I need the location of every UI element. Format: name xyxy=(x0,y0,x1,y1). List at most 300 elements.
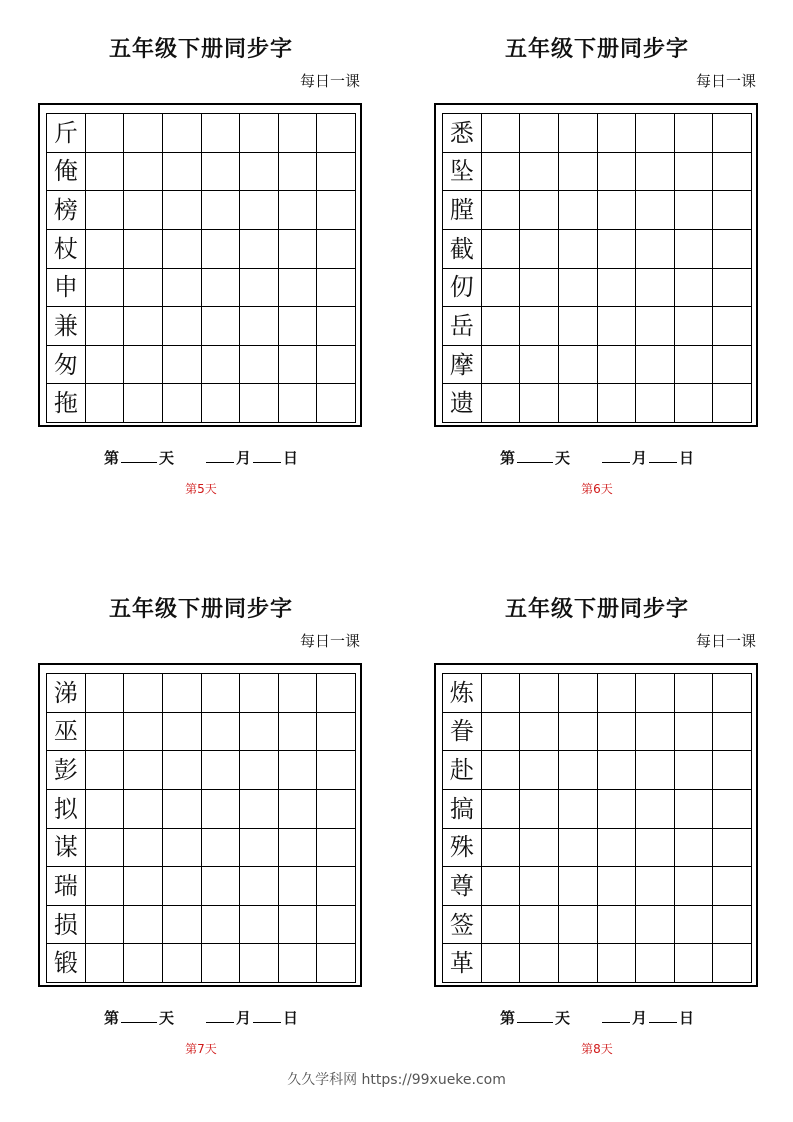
writing-box[interactable] xyxy=(163,944,202,983)
writing-box[interactable] xyxy=(598,153,637,192)
writing-box[interactable] xyxy=(317,829,356,868)
writing-box[interactable] xyxy=(279,906,318,945)
writing-box[interactable] xyxy=(240,153,279,192)
writing-box[interactable] xyxy=(636,307,675,346)
writing-box[interactable] xyxy=(713,153,752,192)
writing-box[interactable] xyxy=(559,944,598,983)
date-day-label: 天 xyxy=(554,1009,570,1027)
writing-box[interactable] xyxy=(202,346,241,385)
writing-box[interactable] xyxy=(482,674,521,713)
writing-box[interactable] xyxy=(713,191,752,230)
writing-box[interactable] xyxy=(482,346,521,385)
writing-box[interactable] xyxy=(482,867,521,906)
writing-box[interactable] xyxy=(675,307,714,346)
writing-box[interactable] xyxy=(317,906,356,945)
writing-box[interactable] xyxy=(279,751,318,790)
date-date-label: 日 xyxy=(283,449,299,467)
writing-box[interactable] xyxy=(482,153,521,192)
writing-box[interactable] xyxy=(279,307,318,346)
date-month-label: 月 xyxy=(632,449,648,467)
writing-box[interactable] xyxy=(163,230,202,269)
writing-box[interactable] xyxy=(713,346,752,385)
date-blank[interactable] xyxy=(649,1008,677,1023)
writing-box[interactable] xyxy=(713,867,752,906)
writing-box[interactable] xyxy=(713,230,752,269)
sheet-title: 五年级下册同步字 xyxy=(504,596,689,622)
writing-box[interactable] xyxy=(86,790,125,829)
model-character: 殊 xyxy=(443,829,482,868)
writing-box[interactable] xyxy=(240,829,279,868)
practice-grid xyxy=(46,113,356,423)
writing-box[interactable] xyxy=(482,307,521,346)
writing-box[interactable] xyxy=(279,384,318,423)
writing-box[interactable] xyxy=(279,867,318,906)
writing-box[interactable] xyxy=(86,674,125,713)
writing-box[interactable] xyxy=(124,269,163,308)
writing-box[interactable] xyxy=(240,674,279,713)
writing-box[interactable] xyxy=(675,713,714,752)
writing-box[interactable] xyxy=(675,751,714,790)
writing-box[interactable] xyxy=(520,346,559,385)
day-number-blank[interactable] xyxy=(121,448,157,463)
date-month-label: 月 xyxy=(236,449,252,467)
writing-box[interactable] xyxy=(559,269,598,308)
writing-box[interactable] xyxy=(279,829,318,868)
model-character: 搞 xyxy=(443,790,482,829)
sheet-subtitle: 每日一课 xyxy=(299,632,360,650)
writing-box[interactable] xyxy=(202,191,241,230)
writing-box[interactable] xyxy=(559,790,598,829)
writing-box[interactable] xyxy=(279,269,318,308)
writing-box[interactable] xyxy=(240,346,279,385)
writing-box[interactable] xyxy=(520,790,559,829)
writing-box[interactable] xyxy=(482,829,521,868)
date-day-label: 天 xyxy=(158,449,174,467)
model-character: 截 xyxy=(443,230,482,269)
writing-box[interactable] xyxy=(279,790,318,829)
writing-box[interactable] xyxy=(520,713,559,752)
writing-box[interactable] xyxy=(86,829,125,868)
writing-box[interactable] xyxy=(482,230,521,269)
writing-box[interactable] xyxy=(163,153,202,192)
writing-box[interactable] xyxy=(86,307,125,346)
writing-box[interactable] xyxy=(202,674,241,713)
writing-box[interactable] xyxy=(559,346,598,385)
writing-box[interactable] xyxy=(636,944,675,983)
grid-frame xyxy=(38,663,362,987)
writing-box[interactable] xyxy=(86,153,125,192)
model-character: 谋 xyxy=(47,829,86,868)
writing-box[interactable] xyxy=(163,906,202,945)
writing-box[interactable] xyxy=(559,114,598,153)
model-character: 拖 xyxy=(47,384,86,423)
writing-box[interactable] xyxy=(124,829,163,868)
sheet-title: 五年级下册同步字 xyxy=(108,596,293,622)
model-character: 巫 xyxy=(47,713,86,752)
writing-box[interactable] xyxy=(675,384,714,423)
writing-box[interactable] xyxy=(86,191,125,230)
writing-box[interactable] xyxy=(559,191,598,230)
writing-box[interactable] xyxy=(202,906,241,945)
writing-box[interactable] xyxy=(163,269,202,308)
writing-box[interactable] xyxy=(559,153,598,192)
writing-box[interactable] xyxy=(713,790,752,829)
writing-box[interactable] xyxy=(202,153,241,192)
writing-box[interactable] xyxy=(240,867,279,906)
writing-box[interactable] xyxy=(202,269,241,308)
day-tag: 第7天 xyxy=(185,1042,217,1056)
writing-box[interactable] xyxy=(240,307,279,346)
writing-box[interactable] xyxy=(675,269,714,308)
writing-box[interactable] xyxy=(675,114,714,153)
writing-box[interactable] xyxy=(202,751,241,790)
writing-box[interactable] xyxy=(559,713,598,752)
sheet-subtitle: 每日一课 xyxy=(695,632,756,650)
practice-grid xyxy=(442,673,752,983)
writing-box[interactable] xyxy=(279,230,318,269)
writing-box[interactable] xyxy=(675,191,714,230)
writing-box[interactable] xyxy=(598,346,637,385)
writing-box[interactable] xyxy=(559,829,598,868)
writing-box[interactable] xyxy=(240,944,279,983)
model-character: 锻 xyxy=(47,944,86,983)
writing-box[interactable] xyxy=(636,713,675,752)
model-character: 遗 xyxy=(443,384,482,423)
sheet-subtitle: 每日一课 xyxy=(695,72,756,90)
writing-box[interactable] xyxy=(520,153,559,192)
writing-box[interactable] xyxy=(202,944,241,983)
writing-box[interactable] xyxy=(124,307,163,346)
writing-box[interactable] xyxy=(482,713,521,752)
writing-box[interactable] xyxy=(163,751,202,790)
writing-box[interactable] xyxy=(598,751,637,790)
writing-box[interactable] xyxy=(86,751,125,790)
writing-box[interactable] xyxy=(86,867,125,906)
writing-box[interactable] xyxy=(240,114,279,153)
writing-box[interactable] xyxy=(713,829,752,868)
writing-box[interactable] xyxy=(202,307,241,346)
model-character: 坠 xyxy=(443,153,482,192)
writing-box[interactable] xyxy=(124,713,163,752)
writing-box[interactable] xyxy=(559,906,598,945)
date-line xyxy=(432,448,762,468)
writing-box[interactable] xyxy=(713,269,752,308)
writing-box[interactable] xyxy=(124,191,163,230)
writing-box[interactable] xyxy=(636,384,675,423)
writing-box[interactable] xyxy=(675,674,714,713)
practice-grid xyxy=(442,113,752,423)
writing-box[interactable] xyxy=(317,674,356,713)
writing-box[interactable] xyxy=(124,346,163,385)
date-blank[interactable] xyxy=(253,448,281,463)
writing-box[interactable] xyxy=(482,114,521,153)
date-line xyxy=(432,1008,762,1028)
writing-box[interactable] xyxy=(636,153,675,192)
day-tag: 第5天 xyxy=(185,482,217,496)
writing-box[interactable] xyxy=(636,114,675,153)
writing-box[interactable] xyxy=(636,674,675,713)
date-prefix: 第 xyxy=(499,1009,515,1027)
model-character: 眷 xyxy=(443,713,482,752)
date-month-label: 月 xyxy=(632,1009,648,1027)
writing-box[interactable] xyxy=(559,384,598,423)
writing-box[interactable] xyxy=(202,829,241,868)
writing-box[interactable] xyxy=(240,751,279,790)
writing-box[interactable] xyxy=(713,114,752,153)
writing-box[interactable] xyxy=(240,906,279,945)
month-blank[interactable] xyxy=(206,448,234,463)
writing-box[interactable] xyxy=(163,674,202,713)
date-date-label: 日 xyxy=(283,1009,299,1027)
writing-box[interactable] xyxy=(279,346,318,385)
writing-box[interactable] xyxy=(240,269,279,308)
writing-box[interactable] xyxy=(317,790,356,829)
writing-box[interactable] xyxy=(713,384,752,423)
writing-box[interactable] xyxy=(675,944,714,983)
day-number-blank[interactable] xyxy=(517,1008,553,1023)
writing-box[interactable] xyxy=(163,829,202,868)
writing-box[interactable] xyxy=(163,713,202,752)
day-number-blank[interactable] xyxy=(121,1008,157,1023)
writing-box[interactable] xyxy=(636,906,675,945)
writing-box[interactable] xyxy=(520,944,559,983)
writing-box[interactable] xyxy=(202,384,241,423)
writing-box[interactable] xyxy=(202,867,241,906)
writing-box[interactable] xyxy=(675,346,714,385)
writing-box[interactable] xyxy=(86,713,125,752)
grid-frame xyxy=(434,103,758,427)
model-character: 斤 xyxy=(47,114,86,153)
writing-box[interactable] xyxy=(317,346,356,385)
writing-box[interactable] xyxy=(86,384,125,423)
writing-box[interactable] xyxy=(124,674,163,713)
writing-box[interactable] xyxy=(86,269,125,308)
writing-box[interactable] xyxy=(598,674,637,713)
writing-box[interactable] xyxy=(598,829,637,868)
writing-box[interactable] xyxy=(598,269,637,308)
writing-box[interactable] xyxy=(202,114,241,153)
writing-box[interactable] xyxy=(279,114,318,153)
date-day-label: 天 xyxy=(554,449,570,467)
writing-box[interactable] xyxy=(124,867,163,906)
writing-box[interactable] xyxy=(202,230,241,269)
writing-box[interactable] xyxy=(598,790,637,829)
writing-box[interactable] xyxy=(163,346,202,385)
date-date-label: 日 xyxy=(679,449,695,467)
writing-box[interactable] xyxy=(279,191,318,230)
writing-box[interactable] xyxy=(636,230,675,269)
model-character: 榜 xyxy=(47,191,86,230)
model-character: 兼 xyxy=(47,307,86,346)
model-character: 签 xyxy=(443,906,482,945)
model-character: 悉 xyxy=(443,114,482,153)
writing-box[interactable] xyxy=(240,191,279,230)
writing-box[interactable] xyxy=(636,269,675,308)
model-character: 岳 xyxy=(443,307,482,346)
writing-box[interactable] xyxy=(482,384,521,423)
writing-box[interactable] xyxy=(520,867,559,906)
model-character: 革 xyxy=(443,944,482,983)
writing-box[interactable] xyxy=(279,944,318,983)
sheet-subtitle: 每日一课 xyxy=(299,72,360,90)
date-blank[interactable] xyxy=(649,448,677,463)
writing-box[interactable] xyxy=(317,269,356,308)
writing-box[interactable] xyxy=(559,751,598,790)
writing-box[interactable] xyxy=(598,230,637,269)
writing-box[interactable] xyxy=(675,829,714,868)
writing-box[interactable] xyxy=(520,384,559,423)
writing-box[interactable] xyxy=(636,751,675,790)
writing-box[interactable] xyxy=(86,230,125,269)
writing-box[interactable] xyxy=(317,384,356,423)
writing-box[interactable] xyxy=(124,751,163,790)
writing-box[interactable] xyxy=(598,307,637,346)
writing-box[interactable] xyxy=(202,790,241,829)
writing-box[interactable] xyxy=(163,790,202,829)
writing-box[interactable] xyxy=(675,906,714,945)
day-tag: 第6天 xyxy=(581,482,613,496)
writing-box[interactable] xyxy=(675,153,714,192)
writing-box[interactable] xyxy=(124,906,163,945)
writing-box[interactable] xyxy=(163,307,202,346)
writing-box[interactable] xyxy=(520,829,559,868)
writing-box[interactable] xyxy=(559,307,598,346)
model-character: 涕 xyxy=(47,674,86,713)
writing-box[interactable] xyxy=(598,906,637,945)
writing-box[interactable] xyxy=(520,307,559,346)
date-line xyxy=(36,448,366,468)
writing-box[interactable] xyxy=(520,191,559,230)
model-character: 拟 xyxy=(47,790,86,829)
writing-box[interactable] xyxy=(240,713,279,752)
writing-box[interactable] xyxy=(317,230,356,269)
writing-box[interactable] xyxy=(202,713,241,752)
writing-box[interactable] xyxy=(317,114,356,153)
writing-box[interactable] xyxy=(598,191,637,230)
practice-grid xyxy=(46,673,356,983)
date-month-label: 月 xyxy=(236,1009,252,1027)
writing-box[interactable] xyxy=(520,114,559,153)
writing-box[interactable] xyxy=(279,674,318,713)
writing-box[interactable] xyxy=(559,867,598,906)
writing-box[interactable] xyxy=(163,114,202,153)
day-number-blank[interactable] xyxy=(517,448,553,463)
writing-box[interactable] xyxy=(636,790,675,829)
writing-box[interactable] xyxy=(482,751,521,790)
writing-box[interactable] xyxy=(124,384,163,423)
writing-box[interactable] xyxy=(317,307,356,346)
writing-box[interactable] xyxy=(482,906,521,945)
model-character: 尊 xyxy=(443,867,482,906)
writing-box[interactable] xyxy=(713,906,752,945)
writing-box[interactable] xyxy=(598,944,637,983)
writing-box[interactable] xyxy=(317,191,356,230)
writing-box[interactable] xyxy=(675,230,714,269)
writing-box[interactable] xyxy=(520,230,559,269)
model-character: 炼 xyxy=(443,674,482,713)
date-day-label: 天 xyxy=(158,1009,174,1027)
writing-box[interactable] xyxy=(482,269,521,308)
writing-box[interactable] xyxy=(636,191,675,230)
writing-box[interactable] xyxy=(482,944,521,983)
writing-box[interactable] xyxy=(279,713,318,752)
writing-box[interactable] xyxy=(240,384,279,423)
model-character: 膛 xyxy=(443,191,482,230)
writing-box[interactable] xyxy=(317,153,356,192)
writing-box[interactable] xyxy=(86,906,125,945)
writing-box[interactable] xyxy=(713,751,752,790)
writing-box[interactable] xyxy=(124,944,163,983)
writing-box[interactable] xyxy=(240,230,279,269)
writing-box[interactable] xyxy=(163,191,202,230)
writing-box[interactable] xyxy=(317,751,356,790)
sheet-title: 五年级下册同步字 xyxy=(504,36,689,62)
writing-box[interactable] xyxy=(713,944,752,983)
writing-box[interactable] xyxy=(317,944,356,983)
model-character: 杖 xyxy=(47,230,86,269)
writing-box[interactable] xyxy=(86,346,125,385)
model-character: 俺 xyxy=(47,153,86,192)
writing-box[interactable] xyxy=(482,790,521,829)
writing-box[interactable] xyxy=(636,346,675,385)
writing-box[interactable] xyxy=(675,867,714,906)
writing-box[interactable] xyxy=(163,384,202,423)
date-blank[interactable] xyxy=(253,1008,281,1023)
date-prefix: 第 xyxy=(103,1009,119,1027)
writing-box[interactable] xyxy=(124,114,163,153)
model-character: 摩 xyxy=(443,346,482,385)
month-blank[interactable] xyxy=(602,448,630,463)
writing-box[interactable] xyxy=(240,790,279,829)
writing-box[interactable] xyxy=(598,384,637,423)
writing-box[interactable] xyxy=(124,790,163,829)
model-character: 仞 xyxy=(443,269,482,308)
writing-box[interactable] xyxy=(86,114,125,153)
writing-box[interactable] xyxy=(520,674,559,713)
writing-box[interactable] xyxy=(636,867,675,906)
model-character: 申 xyxy=(47,269,86,308)
writing-box[interactable] xyxy=(279,153,318,192)
writing-box[interactable] xyxy=(124,230,163,269)
writing-box[interactable] xyxy=(86,944,125,983)
writing-box[interactable] xyxy=(317,867,356,906)
writing-box[interactable] xyxy=(482,191,521,230)
date-line xyxy=(36,1008,366,1028)
writing-box[interactable] xyxy=(598,114,637,153)
date-date-label: 日 xyxy=(679,1009,695,1027)
writing-box[interactable] xyxy=(636,829,675,868)
model-character: 赴 xyxy=(443,751,482,790)
writing-box[interactable] xyxy=(713,307,752,346)
month-blank[interactable] xyxy=(602,1008,630,1023)
writing-box[interactable] xyxy=(163,867,202,906)
model-character: 彭 xyxy=(47,751,86,790)
writing-box[interactable] xyxy=(124,153,163,192)
writing-box[interactable] xyxy=(520,906,559,945)
sheet-title: 五年级下册同步字 xyxy=(108,36,293,62)
writing-box[interactable] xyxy=(675,790,714,829)
writing-box[interactable] xyxy=(317,713,356,752)
writing-box[interactable] xyxy=(520,269,559,308)
writing-box[interactable] xyxy=(559,230,598,269)
writing-box[interactable] xyxy=(598,713,637,752)
writing-box[interactable] xyxy=(598,867,637,906)
writing-box[interactable] xyxy=(520,751,559,790)
writing-box[interactable] xyxy=(713,713,752,752)
writing-box[interactable] xyxy=(713,674,752,713)
month-blank[interactable] xyxy=(206,1008,234,1023)
writing-box[interactable] xyxy=(559,674,598,713)
